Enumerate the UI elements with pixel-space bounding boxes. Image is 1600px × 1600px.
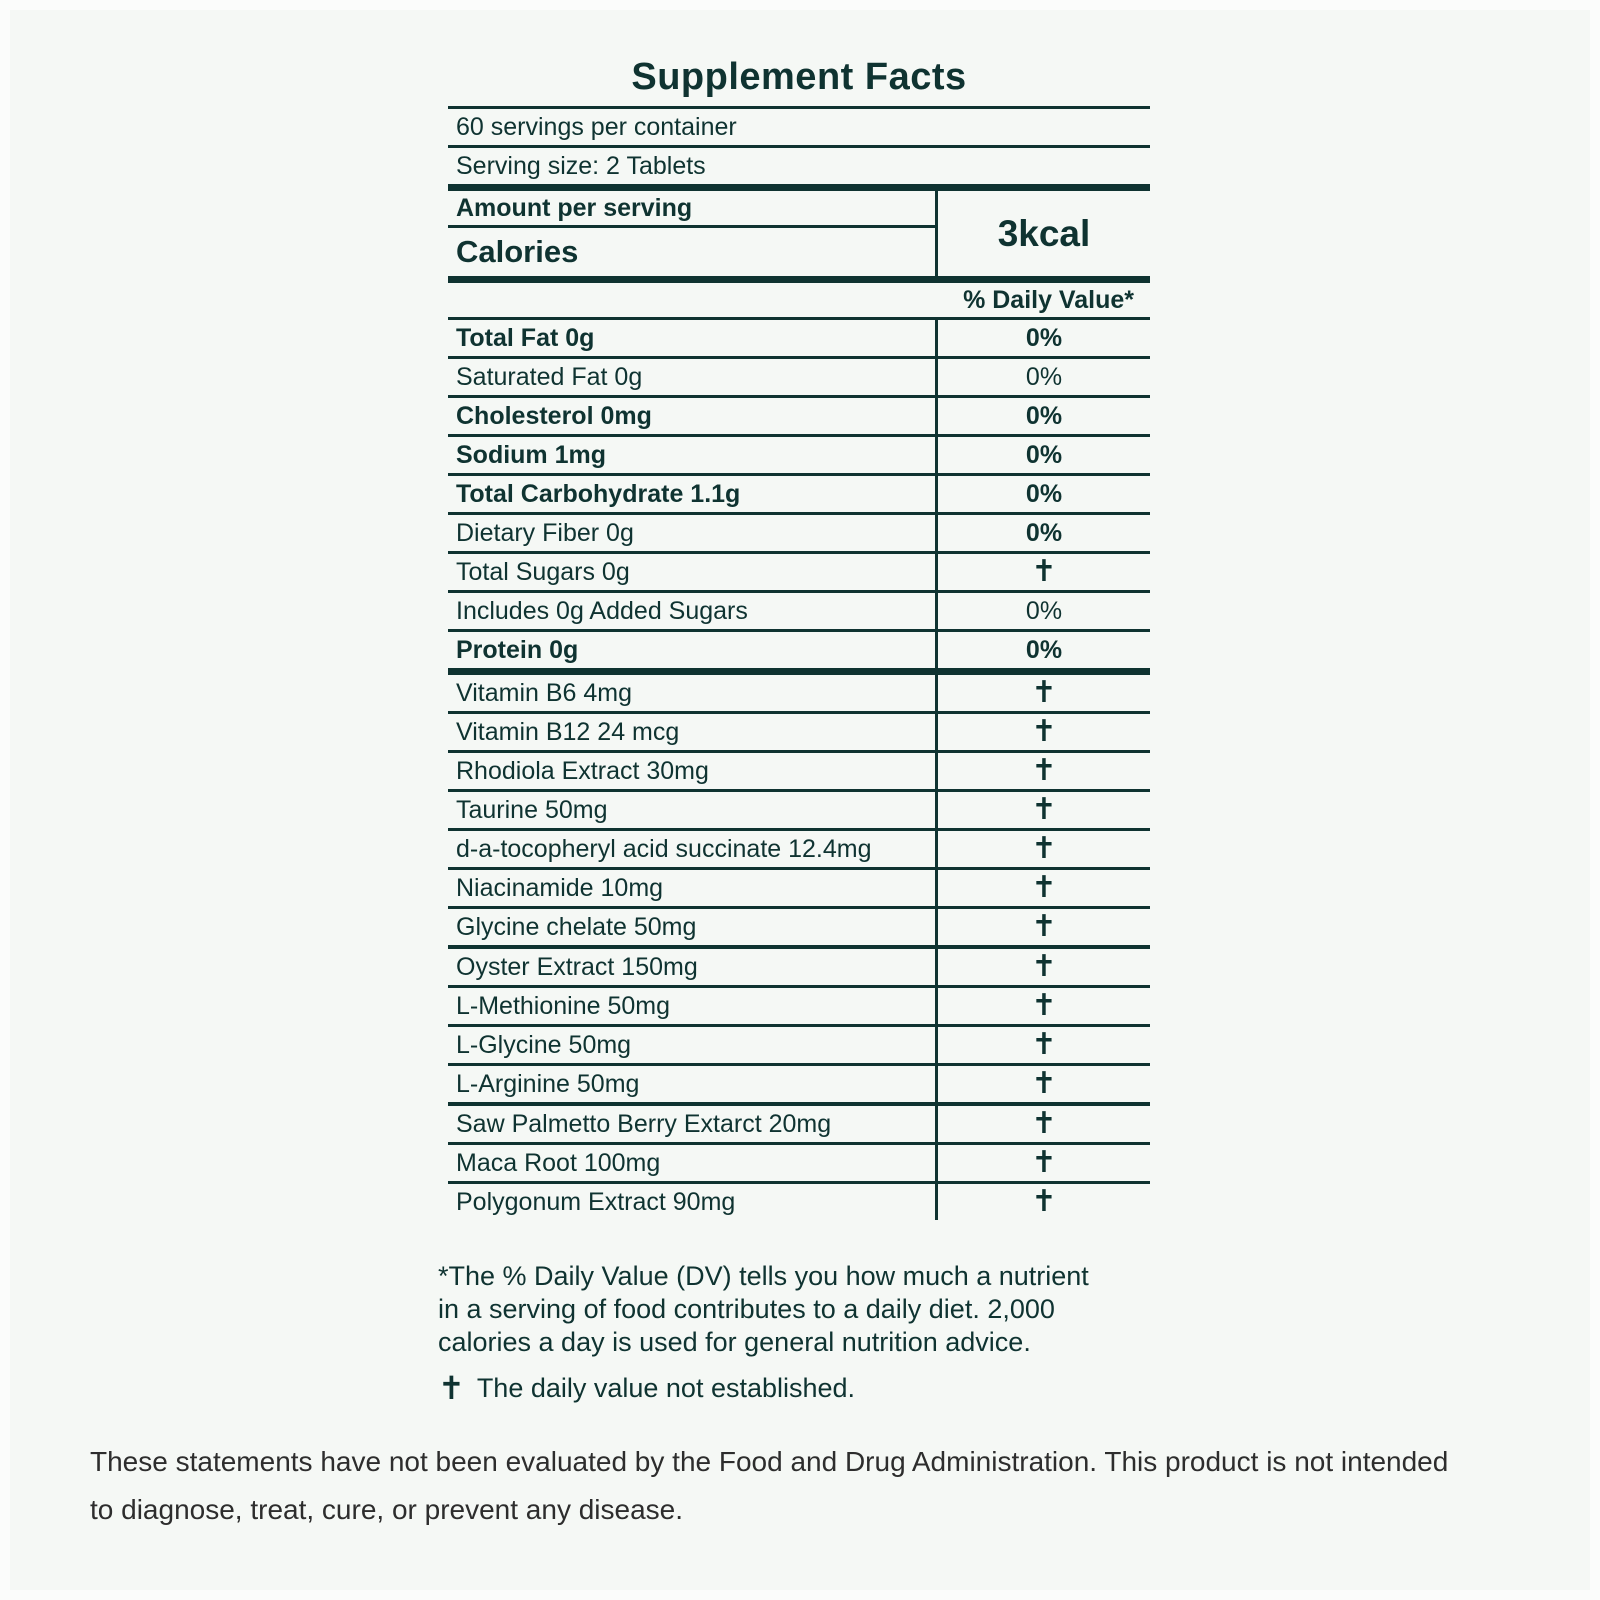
table-row <box>448 554 1150 590</box>
supplement-facts-panel <box>438 54 1150 1407</box>
nutrient-name: Vitamin B6 4mg <box>456 678 633 707</box>
dagger-icon: ✝ <box>935 792 1150 828</box>
dagger-icon: ✝ <box>935 1106 1150 1142</box>
section-bar <box>448 276 1150 283</box>
table-row <box>448 714 1150 750</box>
table-row <box>448 792 1150 828</box>
nutrient-daily-value: 0% <box>935 320 1150 356</box>
dagger-icon: ✝ <box>935 1145 1150 1181</box>
nutrient-daily-value: 0% <box>935 515 1150 551</box>
nutrient-name: Saturated Fat 0g <box>456 362 643 391</box>
footnote-line: in a serving of food contributes to a daily diet. 2,000 <box>438 1294 1055 1324</box>
dagger-icon: ✝ <box>935 554 1150 590</box>
nutrient-name: Vitamin B12 24 mcg <box>456 717 680 746</box>
disclaimer-line: These statements have not been evaluated by the Food and Drug Administration. This product is not intended <box>90 1446 1449 1477</box>
disclaimer-line: to diagnose, treat, cure, or prevent any disease. <box>90 1494 684 1525</box>
calories-block <box>448 191 1150 276</box>
table-row <box>448 1184 1150 1220</box>
nutrient-name: L-Glycine 50mg <box>456 1030 632 1059</box>
dagger-icon: ✝ <box>935 675 1150 711</box>
nutrient-name: Niacinamide 10mg <box>456 873 664 902</box>
table-row <box>448 1027 1150 1063</box>
table-row <box>448 398 1150 434</box>
daily-value-footnote <box>438 1260 1150 1359</box>
nutrient-name: Total Carbohydrate 1.1g <box>456 479 741 508</box>
nutrient-daily-value: 0% <box>935 359 1150 395</box>
table-row <box>448 909 1150 945</box>
nutrient-name: Sodium 1mg <box>456 440 607 469</box>
table-row <box>448 831 1150 867</box>
table-row <box>448 1106 1150 1142</box>
table-row <box>448 437 1150 473</box>
dagger-icon: ✝ <box>935 909 1150 945</box>
nutrient-name: Oyster Extract 150mg <box>456 952 698 981</box>
dagger-icon: ✝ <box>935 949 1150 985</box>
fda-disclaimer <box>90 1438 1448 1534</box>
nutrient-name: Total Fat 0g <box>456 323 595 352</box>
dagger-note <box>438 1369 1150 1407</box>
calories-value: 3kcal <box>935 191 1150 276</box>
table-row <box>448 870 1150 906</box>
table-row <box>448 320 1150 356</box>
nutrient-name: Taurine 50mg <box>456 795 608 824</box>
nutrient-name: Dietary Fiber 0g <box>456 518 634 547</box>
nutrient-name: Protein 0g <box>456 635 579 664</box>
daily-value-header: % Daily Value* <box>963 286 1134 314</box>
nutrient-name: Total Sugars 0g <box>456 557 630 586</box>
dagger-icon: ✝ <box>935 1066 1150 1102</box>
nutrient-name: d-a-tocopheryl acid succinate 12.4mg <box>456 834 872 863</box>
nutrient-daily-value: 0% <box>935 398 1150 434</box>
nutrient-rows <box>448 320 1150 1220</box>
nutrient-daily-value: 0% <box>935 437 1150 473</box>
dagger-icon: ✝ <box>935 1027 1150 1063</box>
dagger-icon: ✝ <box>935 753 1150 789</box>
nutrient-name: Saw Palmetto Berry Extarct 20mg <box>456 1109 832 1138</box>
table-row <box>448 1066 1150 1102</box>
table-row <box>448 949 1150 985</box>
dagger-icon: ✝ <box>935 988 1150 1024</box>
footnote-line: calories a day is used for general nutrition advice. <box>438 1327 1031 1357</box>
table-row <box>448 593 1150 629</box>
footnote-line: *The % Daily Value (DV) tells you how much a nutrient <box>438 1261 1089 1291</box>
serving-size: Serving size: 2 Tablets <box>456 152 706 180</box>
dagger-icon: ✝ <box>935 714 1150 750</box>
table-row <box>448 988 1150 1024</box>
section-bar <box>448 184 1150 191</box>
table-row <box>448 753 1150 789</box>
nutrient-name: Polygonum Extract 90mg <box>456 1187 736 1216</box>
nutrient-name: Includes 0g Added Sugars <box>456 596 748 625</box>
nutrient-name: L-Methionine 50mg <box>456 991 671 1020</box>
table-row <box>448 675 1150 711</box>
dagger-icon: ✝ <box>935 870 1150 906</box>
nutrient-name: Rhodiola Extract 30mg <box>456 756 709 785</box>
nutrient-daily-value: 0% <box>935 593 1150 629</box>
dagger-icon: ✝ <box>438 1369 465 1407</box>
calories-label: Calories <box>456 234 579 269</box>
amount-per-serving-label: Amount per serving <box>448 191 935 228</box>
panel-title: Supplement Facts <box>631 56 967 98</box>
dagger-icon: ✝ <box>935 1184 1150 1220</box>
calories-left <box>448 191 935 276</box>
nutrient-daily-value: 0% <box>935 476 1150 512</box>
nutrient-name: Cholesterol 0mg <box>456 401 652 430</box>
nutrient-name: Glycine chelate 50mg <box>456 912 697 941</box>
dagger-icon: ✝ <box>935 831 1150 867</box>
table-row <box>448 476 1150 512</box>
nutrient-name: Maca Root 100mg <box>456 1148 661 1177</box>
dagger-note-text: The daily value not established. <box>476 1372 856 1403</box>
table-row <box>448 515 1150 551</box>
table-row <box>448 359 1150 395</box>
nutrient-name: L-Arginine 50mg <box>456 1069 640 1098</box>
table-row <box>448 632 1150 668</box>
table-row <box>448 1145 1150 1181</box>
nutrient-daily-value: 0% <box>935 632 1150 668</box>
section-bar <box>448 668 1150 675</box>
servings-per-container: 60 servings per container <box>456 113 737 141</box>
